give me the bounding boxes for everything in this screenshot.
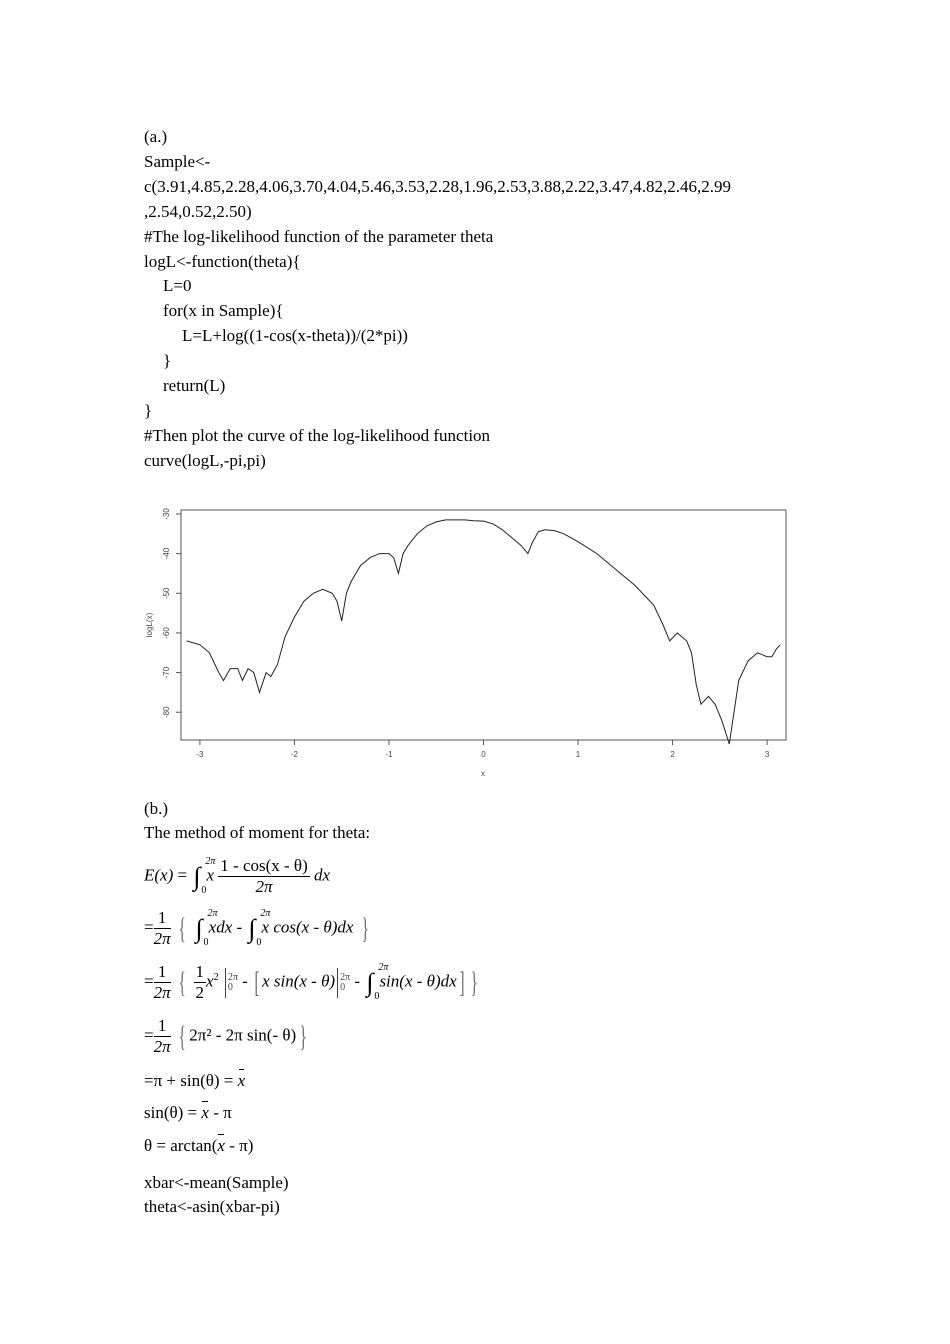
equation-step-5: =π + sin(θ) = x	[144, 1071, 246, 1090]
y-tick-label: -30	[162, 508, 171, 520]
code-line: }	[163, 351, 172, 370]
code-line: logL<-function(theta){	[144, 252, 301, 271]
x-tick-label: 2	[670, 750, 675, 759]
loglik-curve	[187, 520, 781, 744]
loglik-plot	[140, 500, 800, 790]
x-axis-label: x	[481, 769, 485, 778]
x-tick-label: 1	[575, 750, 581, 759]
y-tick-label: -70	[162, 666, 171, 679]
y-axis-label: logL(x)	[145, 612, 154, 638]
equation-step-7: θ = arctan(x - π)	[144, 1136, 254, 1155]
code-line: for(x in Sample){	[163, 301, 284, 320]
part-a-label: (a.)	[144, 127, 168, 146]
y-tick-label: -50	[162, 587, 171, 600]
y-tick-label: -80	[162, 706, 171, 719]
equation-step-2: = $\frac{1}{2\pi}$ { ∫ 2π 0 xdx - ∫ 2π 0 x cos(x - θ)dx }	[144, 907, 369, 948]
part-b-label: (b.)	[144, 799, 169, 818]
equation-step-3: = $\frac{1}{2\pi}$ { $\frac{1}{2}$ $x^2$ 2π 0 - [ x sin(x - θ) 2π 0 - ∫ 2π 0 sin(x - θ)dx] }	[144, 961, 478, 1002]
x-tick-label: 0	[481, 750, 486, 759]
x-tick-label: -2	[290, 750, 298, 759]
equation-step-4: = $\frac{1}{2\pi}$ { 2π² - 2π sin(- θ) }	[144, 1016, 307, 1056]
code-comment: #The log-likelihood function of the parameter theta	[144, 227, 494, 246]
x-tick-label: -3	[196, 750, 204, 759]
y-tick-label: -40	[162, 547, 171, 560]
code-line: xbar<-mean(Sample)	[144, 1173, 289, 1192]
equation-expectation: E(x) = ∫ 2π 0 x $\frac{1 - \cos(x - \theta)}{2\pi}$ dx	[144, 855, 331, 896]
y-tick-label: -60	[162, 627, 171, 639]
code-line: ,2.54,0.52,2.50)	[144, 202, 252, 221]
code-line: curve(logL,-pi,pi)	[144, 451, 266, 470]
code-line: return(L)	[163, 376, 226, 395]
equation-step-6: sin(θ) = x - π	[144, 1103, 232, 1122]
plot-frame	[181, 510, 786, 740]
code-comment: #Then plot the curve of the log-likelihood function	[144, 426, 491, 445]
code-line: Sample<-	[144, 152, 211, 171]
code-line: }	[144, 401, 153, 420]
code-line: L=L+log((1-cos(x-theta))/(2*pi))	[182, 326, 408, 345]
x-tick-label: 3	[764, 750, 770, 759]
part-b-intro: The method of moment for theta:	[144, 823, 371, 842]
code-line: theta<-asin(xbar-pi)	[144, 1197, 280, 1216]
code-line: c(3.91,4.85,2.28,4.06,3.70,4.04,5.46,3.53,2.28,1.96,2.53,3.88,2.22,3.47,4.82,2.46,2.99	[144, 177, 731, 196]
code-line: L=0	[163, 276, 192, 295]
x-tick-label: -1	[385, 750, 393, 759]
